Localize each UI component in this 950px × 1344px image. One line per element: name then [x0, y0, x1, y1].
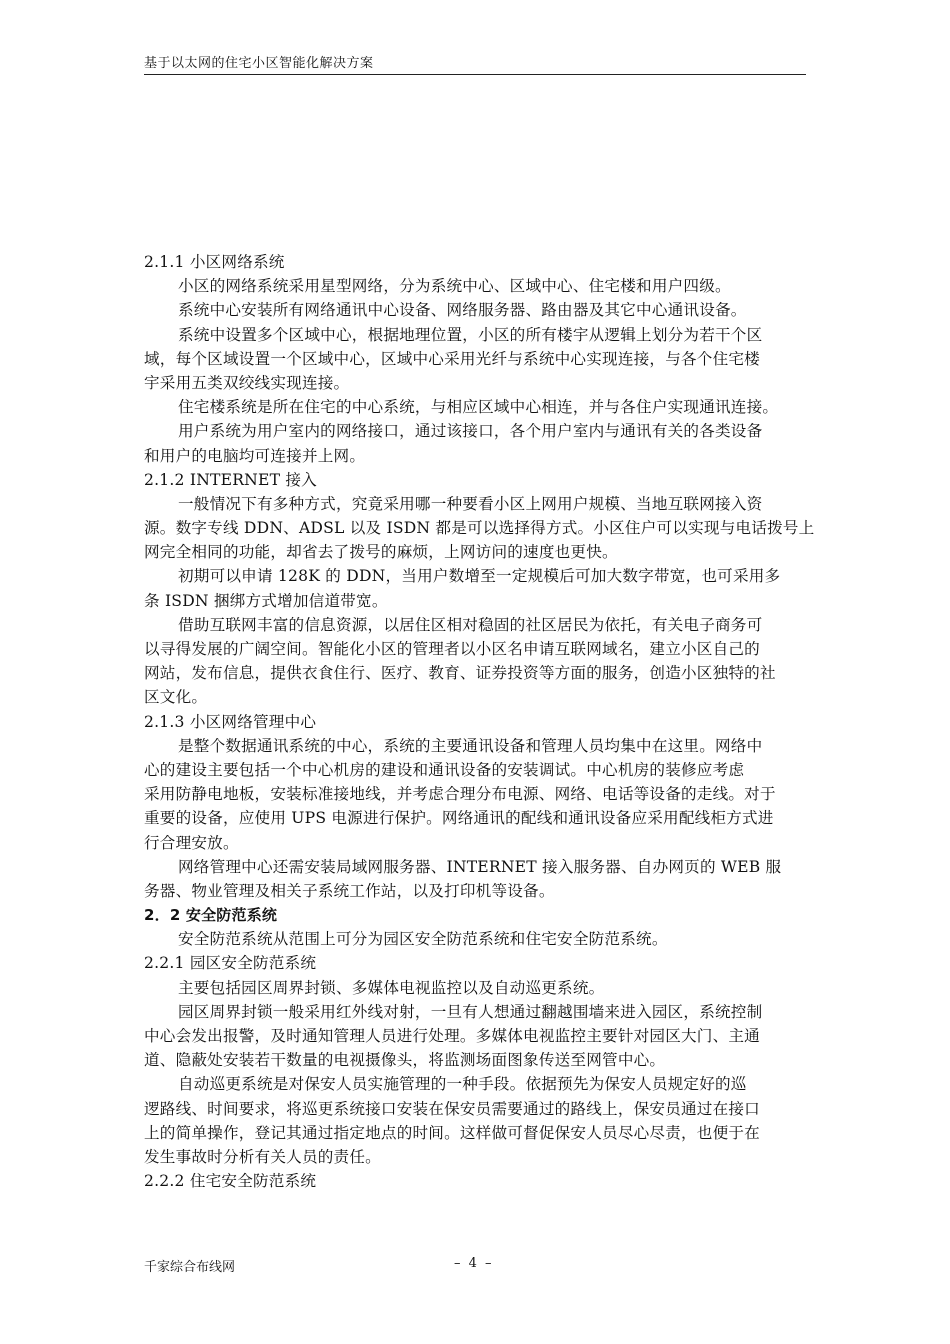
paragraph-line: 一般情况下有多种方式，究竟采用哪一种要看小区上网用户规模、当地互联网接入资: [178, 494, 763, 513]
paragraph-line: 自动巡更系统是对保安人员实施管理的一种手段。依据预先为保安人员规定好的巡: [178, 1075, 747, 1094]
paragraph-line: 行合理安放。: [144, 833, 239, 852]
paragraph-line: 是整个数据通讯系统的中心，系统的主要通讯设备和管理人员均集中在这里。网络中: [178, 736, 763, 755]
paragraph-line: 初期可以申请 128K 的 DDN，当用户数增至一定规模后可加大数字带宽，也可采用多: [178, 567, 781, 586]
paragraph-line: 宇采用五类双绞线实现连接。: [144, 373, 350, 392]
page-footer: [144, 1256, 806, 1276]
paragraph-line: 重要的设备，应使用 UPS 电源进行保护。网络通讯的配线和通讯设备应采用配线柜方式进: [144, 809, 774, 828]
document-body: [144, 250, 815, 1193]
paragraph-line: 区文化。: [144, 688, 208, 707]
paragraph-line: 源。数字专线 DDN、ADSL 以及 ISDN 都是可以选择得方式。小区住户可以实现与电话拨号上: [144, 519, 815, 538]
header-title: 基于以太网的住宅小区智能化解决方案: [144, 56, 374, 71]
section-heading-2-2-2: 2.2.2 住宅安全防范系统: [144, 1172, 317, 1191]
paragraph-line: 安全防范系统从范围上可分为园区安全防范系统和住宅安全防范系统。: [178, 930, 668, 949]
paragraph-line: 道、隐蔽处安装若干数量的电视摄像头，将监测场面图象传送至网管中心。: [144, 1051, 666, 1070]
paragraph-line: 条 ISDN 捆绑方式增加信道带宽。: [144, 591, 388, 610]
paragraph-line: 借助互联网丰富的信息资源，以居住区相对稳固的社区居民为依托，有关电子商务可: [178, 615, 763, 634]
paragraph-line: 网站，发布信息，提供衣食住行、医疗、教育、证券投资等方面的服务，创造小区独特的社: [144, 664, 776, 683]
section-heading-2-2: 2．2 安全防范系统: [144, 906, 278, 925]
paragraph-line: 用户系统为用户室内的网络接口，通过该接口，各个用户室内与通讯有关的各类设备: [178, 422, 763, 441]
footer-site-name: 千家综合布线网: [144, 1260, 236, 1275]
section-heading-2-1-1: 2.1.1 小区网络系统: [144, 253, 285, 271]
paragraph-line: 系统中设置多个区域中心，根据地理位置，小区的所有楼宇从逻辑上划分为若干个区: [178, 325, 763, 344]
paragraph-line: 中心会发出报警，及时通知管理人员进行处理。多媒体电视监控主要针对园区大门、主通: [144, 1027, 760, 1045]
paragraph-line: 发生事故时分析有关人员的责任。: [144, 1147, 381, 1166]
paragraph-line: 网络管理中心还需安装局域网服务器、INTERNET 接入服务器、自办网页的 WEB 服: [178, 857, 782, 876]
paragraph-line: 和用户的电脑均可连接并上网。: [144, 446, 366, 465]
page-header: [144, 50, 806, 75]
section-heading-2-1-3: 2.1.3 小区网络管理中心: [144, 712, 317, 731]
paragraph-line: 以寻得发展的广阔空间。智能化小区的管理者以小区名申请互联网域名，建立小区自己的: [144, 640, 760, 658]
paragraph-line: 小区的网络系统采用星型网络，分为系统中心、区域中心、住宅楼和用户四级。: [178, 277, 731, 296]
section-heading-2-2-1: 2.2.1 园区安全防范系统: [144, 954, 317, 973]
paragraph-line: 域，每个区域设置一个区域中心，区域中心采用光纤与系统中心实现连接，与各个住宅楼: [144, 349, 760, 368]
paragraph-line: 系统中心安装所有网络通讯中心设备、网络服务器、路由器及其它中心通讯设备。: [178, 301, 747, 320]
paragraph-line: 园区周界封锁一般采用红外线对射，一旦有人想通过翻越围墙来进入园区，系统控制: [178, 1002, 763, 1021]
paragraph-line: 网完全相同的功能，却省去了拨号的麻烦，上网访问的速度也更快。: [144, 543, 618, 562]
page-number: – 4 –: [454, 1256, 494, 1271]
paragraph-line: 采用防静电地板，安装标准接地线，并考虑合理分布电源、网络、电话等设备的走线。对于: [144, 785, 776, 804]
section-heading-2-1-2: 2.1.2 INTERNET 接入: [144, 470, 317, 489]
paragraph-line: 上的简单操作，登记其通过指定地点的时间。这样做可督促保安人员尽心尽责，也便于在: [144, 1123, 760, 1142]
paragraph-line: 务器、物业管理及相关子系统工作站，以及打印机等设备。: [144, 881, 555, 900]
paragraph-line: 逻路线、时间要求，将巡更系统接口安装在保安员需要通过的路线上，保安员通过在接口: [144, 1099, 760, 1118]
paragraph-line: 主要包括园区周界封锁、多媒体电视监控以及自动巡更系统。: [178, 978, 605, 997]
paragraph-line: 心的建设主要包括一个中心机房的建设和通讯设备的安装调试。中心机房的装修应考虑: [144, 760, 745, 779]
paragraph-line: 住宅楼系统是所在住宅的中心系统，与相应区域中心相连，并与各住户实现通讯连接。: [178, 398, 779, 417]
